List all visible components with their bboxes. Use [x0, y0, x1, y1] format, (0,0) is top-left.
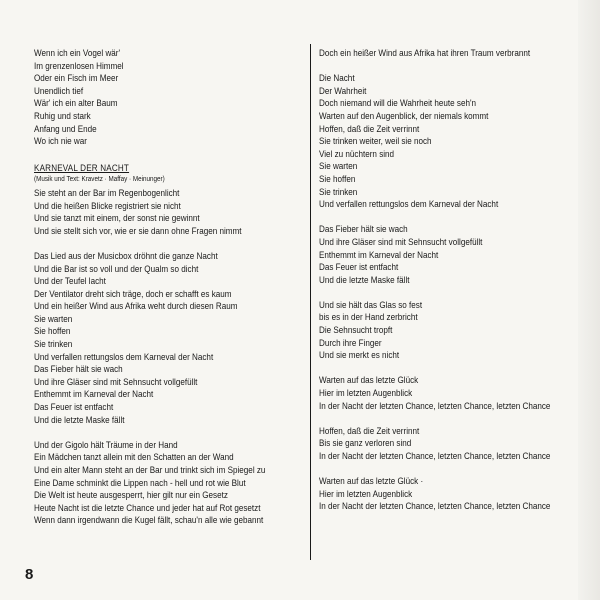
lyric-line: Und sie stellt sich vor, wie er sie dann ohne Fragen nimmt	[34, 225, 242, 236]
stanza-opening	[34, 47, 265, 148]
lyric-line: Und ihre Gläser sind mit Sehnsucht vollgefüllt	[34, 376, 198, 387]
lyric-line: Und sie tanzt mit einem, der sonst nie gewinnt	[34, 213, 200, 224]
stanza-1	[319, 47, 550, 60]
lyric-line: Und die heißen Blicke registriert sie nicht	[34, 200, 181, 211]
lyric-line: Im grenzenlosen Himmel	[34, 60, 124, 71]
lyric-line: bis es in der Hand zerbricht	[319, 312, 418, 323]
lyric-line: Der Ventilator dreht sich träge, doch er schafft es kaum	[34, 288, 232, 299]
page-number: 8	[25, 566, 34, 583]
lyric-line: Doch niemand will die Wahrheit heute seh'n	[319, 98, 477, 109]
stanza-3	[34, 439, 265, 527]
lyric-line: Eine Dame schminkt die Lippen nach - hell und rot wie Blut	[34, 477, 246, 488]
lyric-line: Wär' ich ein alter Baum	[34, 98, 118, 109]
lyric-line: Das Feuer ist entfacht	[319, 262, 399, 273]
stanza-2	[34, 250, 265, 426]
lyric-line: Und sie hält das Glas so fest	[319, 299, 423, 310]
lyric-line: Das Feuer ist entfacht	[34, 402, 114, 413]
lyric-line: In der Nacht der letzten Chance, letzten Chance, letzten Chance	[319, 501, 551, 512]
lyric-line: Heute Nacht ist die letzte Chance und jeder hat auf Rot gesetzt	[34, 502, 261, 513]
song-credits: (Musik und Text: Kravetz · Maffay · Meinunger)	[34, 175, 165, 183]
lyric-line: Ruhig und stark	[34, 110, 91, 121]
lyric-line: Warten auf den Augenblick, der niemals kommt	[319, 110, 489, 121]
lyric-line: Die Welt ist heute ausgesperrt, hier gilt nur ein Gesetz	[34, 490, 228, 501]
lyric-line: In der Nacht der letzten Chance, letzten Chance, letzten Chance	[319, 400, 551, 411]
lyric-line: Anfang und Ende	[34, 123, 97, 134]
lyric-line: Ein Mädchen tanzt allein mit den Schatten an der Wand	[34, 452, 234, 463]
stanza-7	[319, 475, 550, 513]
left-column	[34, 47, 265, 527]
lyric-line: Der Wahrheit	[319, 85, 367, 96]
lyric-line: Enthemmt im Karneval der Nacht	[34, 389, 154, 400]
lyric-line: Sie trinken	[319, 186, 358, 197]
lyric-line: Und ihre Gläser sind mit Sehnsucht vollgefüllt	[319, 236, 483, 247]
lyric-line: Das Lied aus der Musicbox dröhnt die ganze Nacht	[34, 250, 218, 261]
lyric-line: Doch ein heißer Wind aus Afrika hat ihren Traum verbrannt	[319, 48, 531, 58]
lyric-line: Und die letzte Maske fällt	[34, 414, 125, 425]
lyric-line: Und verfallen rettungslos dem Karneval der Nacht	[34, 351, 214, 362]
stanza-6	[319, 425, 550, 463]
lyric-line: Und die letzte Maske fällt	[319, 274, 410, 285]
lyric-line: Sie steht an der Bar im Regenbogenlicht	[34, 187, 180, 198]
stanza-5	[319, 374, 550, 412]
lyric-line: Unendlich tief	[34, 85, 84, 96]
page-edge-shadow	[578, 0, 600, 600]
lyric-line: Hier im letzten Augenblick	[319, 388, 413, 399]
lyric-line: Und verfallen rettungslos dem Karneval der Nacht	[319, 199, 499, 210]
stanza-4	[319, 299, 550, 362]
lyric-line: Das Fieber hält sie wach	[34, 364, 123, 375]
song-title: KARNEVAL DER NACHT	[34, 163, 130, 174]
stanza-2	[319, 72, 550, 211]
lyric-line: Und die Bar ist so voll und der Qualm so dicht	[34, 263, 199, 274]
lyric-line: Hoffen, daß die Zeit verrinnt	[319, 123, 420, 134]
lyric-line: Warten auf das letzte Glück ·	[319, 476, 424, 487]
lyric-line: Wenn ich ein Vogel wär'	[34, 48, 121, 58]
lyric-line: Sie hoffen	[319, 173, 356, 184]
lyric-line: Bis sie ganz verloren sind	[319, 438, 412, 449]
lyric-line: Sie trinken	[34, 339, 73, 350]
lyric-line: Hier im letzten Augenblick	[319, 488, 413, 499]
lyric-line: Sie warten	[34, 313, 73, 324]
lyric-line: Hoffen, daß die Zeit verrinnt	[319, 425, 420, 436]
lyric-line: In der Nacht der letzten Chance, letzten Chance, letzten Chance	[319, 451, 551, 461]
lyric-line: Viel zu nüchtern sind	[319, 148, 395, 159]
lyric-line: Und ein alter Mann steht an der Bar und trinkt sich im Spiegel zu	[34, 465, 266, 475]
lyric-line: Durch ihre Finger	[319, 337, 382, 348]
lyric-line: Wo ich nie war	[34, 136, 87, 147]
lyric-line: Oder ein Fisch im Meer	[34, 73, 119, 84]
lyric-line: Wenn dann irgendwann die Kugel fällt, schau'n alle wie gebannt	[34, 515, 264, 526]
lyric-line: Die Nacht	[319, 73, 355, 84]
lyric-line: Und sie merkt es nicht	[319, 350, 400, 361]
lyric-line: Warten auf das letzte Glück	[319, 375, 419, 386]
lyric-line: Und der Teufel lacht	[34, 276, 106, 287]
lyric-line: Sie warten	[319, 161, 358, 172]
lyric-line: Die Sehnsucht tropft	[319, 325, 393, 336]
stanza-3	[319, 223, 550, 286]
column-divider	[310, 44, 311, 560]
lyric-line: Das Fieber hält sie wach	[319, 224, 408, 235]
lyric-line: Und ein heißer Wind aus Afrika weht durch diesen Raum	[34, 301, 238, 312]
stanza-1	[34, 187, 265, 237]
lyric-line: Sie trinken weiter, weil sie noch	[319, 136, 432, 147]
lyric-line: Sie hoffen	[34, 326, 71, 337]
lyric-line: Enthemmt im Karneval der Nacht	[319, 249, 439, 260]
right-column	[319, 47, 550, 513]
lyric-line: Und der Gigolo hält Träume in der Hand	[34, 439, 178, 450]
